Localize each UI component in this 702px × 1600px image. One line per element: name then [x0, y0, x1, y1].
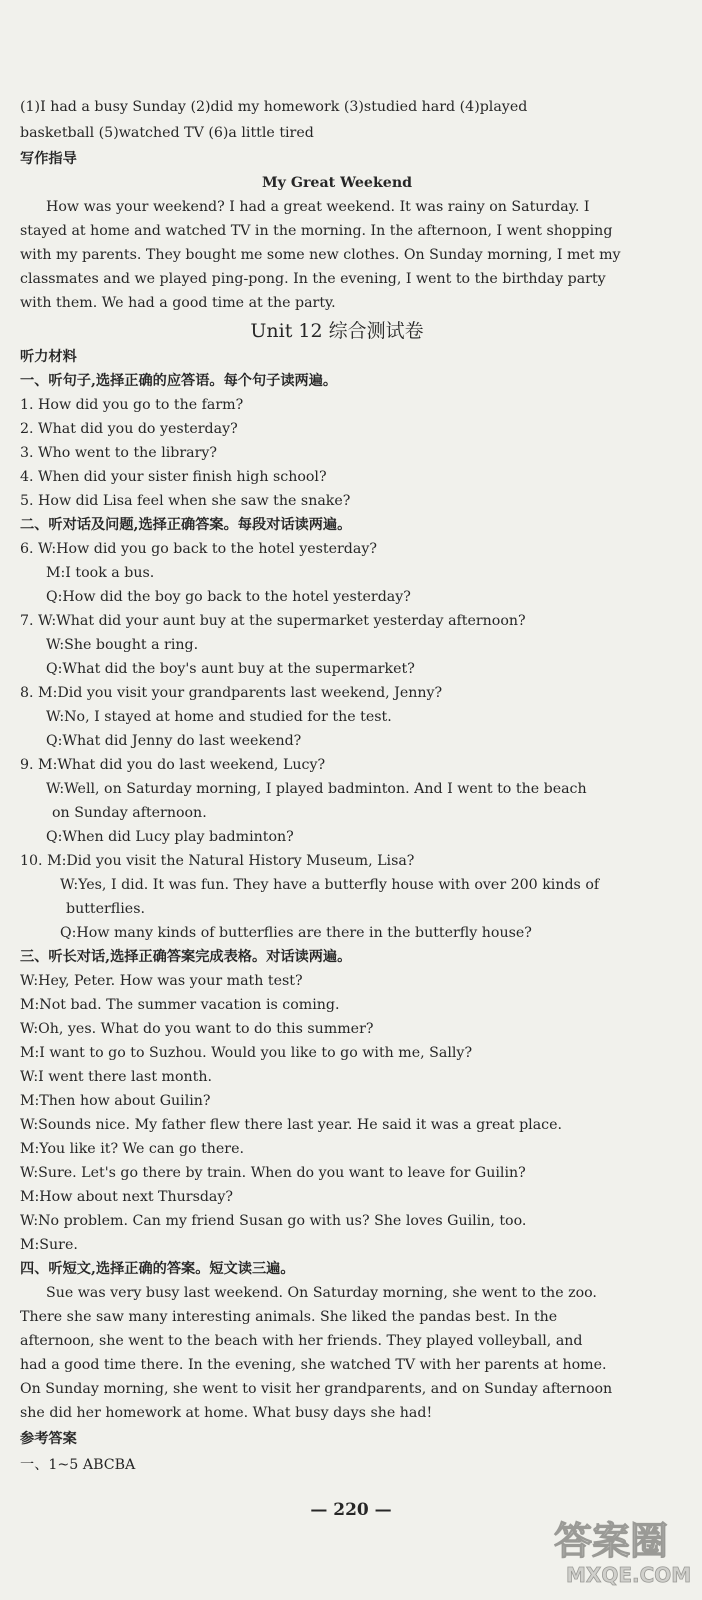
dialogue-line: W:She bought a ring. — [46, 637, 199, 653]
essay-line: How was your weekend? I had a great weekend. It was rainy on Saturday. I — [46, 199, 590, 215]
dialogue-line: 10. M:Did you visit the Natural History Museum, Lisa? — [20, 853, 415, 869]
list-item: 4. When did your sister finish high school? — [20, 469, 327, 485]
dialogue-line: W:No, I stayed at home and studied for the test. — [46, 709, 392, 725]
dialogue-line: W:No problem. Can my friend Susan go with us? She loves Guilin, too. — [20, 1213, 527, 1229]
passage-line: There she saw many interesting animals. She liked the pandas best. In the — [20, 1309, 558, 1325]
essay-line: with them. We had a good time at the party. — [20, 295, 336, 311]
dialogue-line: Q:When did Lucy play badminton? — [46, 829, 294, 845]
dialogue-line: M:Not bad. The summer vacation is coming. — [20, 997, 340, 1013]
answer-line: basketball (5)watched TV (6)a little tired — [20, 125, 314, 141]
part-heading: 一、听句子,选择正确的应答语。每个句子读两遍。 — [20, 373, 338, 389]
dialogue-line: M:I want to go to Suzhou. Would you like to go with me, Sally? — [20, 1045, 473, 1061]
essay-line: classmates and we played ping-pong. In the evening, I went to the birthday party — [20, 271, 606, 287]
essay-line: stayed at home and watched TV in the morning. In the afternoon, I went shopping — [20, 223, 613, 239]
passage-line: On Sunday morning, she went to visit her grandparents, and on Sunday afternoon — [20, 1381, 613, 1397]
dialogue-line: M:You like it? We can go there. — [20, 1141, 244, 1157]
passage-line: she did her homework at home. What busy days she had! — [20, 1405, 433, 1421]
page-number: — 220 — — [310, 1500, 392, 1520]
dialogue-line: 6. W:How did you go back to the hotel yesterday? — [20, 541, 377, 557]
dialogue-line: Q:What did the boy's aunt buy at the supermarket? — [46, 661, 415, 677]
dialogue-line: W:Oh, yes. What do you want to do this summer? — [20, 1021, 374, 1037]
section-heading: 听力材料 — [20, 349, 77, 365]
dialogue-line: Q:How many kinds of butterflies are there in the butterfly house? — [60, 925, 532, 941]
dialogue-line: W:I went there last month. — [20, 1069, 213, 1085]
watermark-logo — [546, 1510, 696, 1590]
watermark-icon — [546, 1510, 696, 1590]
passage-line: had a good time there. In the evening, she watched TV with her parents at home. — [20, 1357, 607, 1373]
dialogue-line: W:Well, on Saturday morning, I played badminton. And I went to the beach — [46, 781, 587, 797]
section-heading: 写作指导 — [20, 151, 77, 167]
section-heading: 参考答案 — [20, 1431, 77, 1447]
part-heading: 四、听短文,选择正确的答案。短文读三遍。 — [20, 1261, 295, 1277]
dialogue-line: W:Yes, I did. It was fun. They have a butterfly house with over 200 kinds of — [60, 877, 600, 893]
dialogue-line: W:Sure. Let's go there by train. When do you want to leave for Guilin? — [20, 1165, 526, 1181]
dialogue-line: 8. M:Did you visit your grandparents last weekend, Jenny? — [20, 685, 443, 701]
watermark-url-text: MXQE.COM — [566, 1563, 692, 1587]
dialogue-line: W:Hey, Peter. How was your math test? — [20, 973, 303, 989]
dialogue-line: M:How about next Thursday? — [20, 1189, 234, 1205]
watermark-logo-text: 答案圈 — [554, 1519, 669, 1563]
unit-title: Unit 12 综合测试卷 — [250, 320, 424, 342]
dialogue-line: M:I took a bus. — [46, 565, 155, 581]
passage-line: Sue was very busy last weekend. On Saturday morning, she went to the zoo. — [46, 1285, 597, 1301]
dialogue-line: Q:What did Jenny do last weekend? — [46, 733, 302, 749]
dialogue-line: M:Sure. — [20, 1237, 78, 1253]
dialogue-line: Q:How did the boy go back to the hotel yesterday? — [46, 589, 411, 605]
list-item: 5. How did Lisa feel when she saw the snake? — [20, 493, 351, 509]
list-item: 1. How did you go to the farm? — [20, 397, 244, 413]
dialogue-line: 9. M:What did you do last weekend, Lucy? — [20, 757, 326, 773]
dialogue-line: butterflies. — [66, 901, 145, 917]
essay-title: My Great Weekend — [261, 175, 413, 191]
dialogue-line: W:Sounds nice. My father flew there last year. He said it was a great place. — [20, 1117, 563, 1133]
dialogue-line: M:Then how about Guilin? — [20, 1093, 211, 1109]
dialogue-line: on Sunday afternoon. — [52, 805, 207, 821]
part-heading: 三、听长对话,选择正确答案完成表格。对话读两遍。 — [20, 949, 352, 965]
part-heading: 二、听对话及问题,选择正确答案。每段对话读两遍。 — [20, 517, 352, 533]
answer-key: 一、1~5 ABCBA — [20, 1457, 136, 1473]
essay-line: with my parents. They bought me some new clothes. On Sunday morning, I met my — [20, 247, 621, 263]
list-item: 3. Who went to the library? — [20, 445, 218, 461]
answer-line: (1)I had a busy Sunday (2)did my homework (3)studied hard (4)played — [20, 99, 528, 115]
list-item: 2. What did you do yesterday? — [20, 421, 238, 437]
passage-line: afternoon, she went to the beach with her friends. They played volleyball, and — [20, 1333, 583, 1349]
dialogue-line: 7. W:What did your aunt buy at the supermarket yesterday afternoon? — [20, 613, 526, 629]
